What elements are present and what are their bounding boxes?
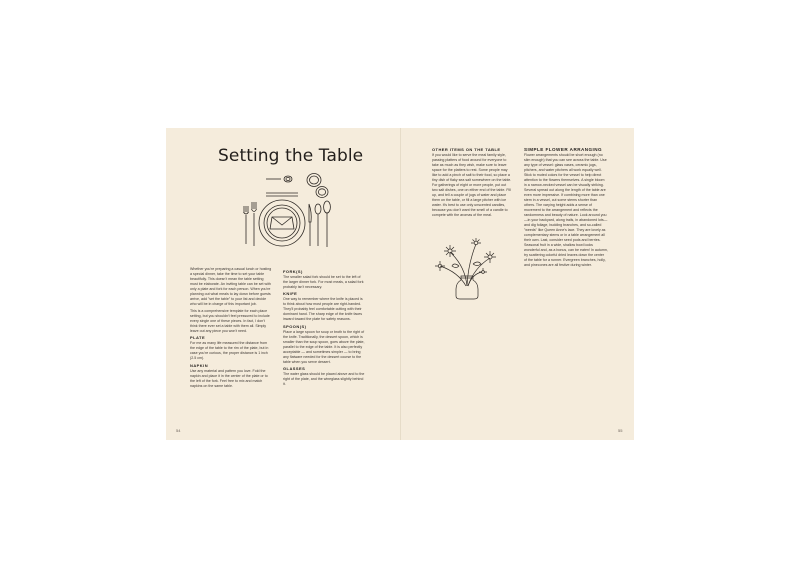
- page-number: 54: [176, 428, 181, 433]
- paragraph: This is a comprehensive template for each place setting, but you shouldn't feel pressured to include every single one of these pieces. In fact, I don't think there ever set a table with them all. Simply leave out any piece you won't need.: [190, 308, 270, 333]
- page-number: 55: [618, 428, 623, 433]
- heading-flower-arranging: SIMPLE FLOWER ARRANGING: [524, 146, 603, 152]
- right-column-2: [524, 145, 608, 269]
- heading-forks: FORK(S): [283, 268, 303, 274]
- paragraph: One way to remember where the knife is placed is to think about how most people are right-handed. They'll probably feel comfortable cutting with their dominant hand. The sharp edge of the knife faces inward toward the plate for safety reasons.: [283, 297, 363, 322]
- paragraph: For me as many life measured the distance from the edge of the table to the rim of the plate, but in case you're curious, the proper distance is 1 inch (2.5 cm).: [190, 341, 269, 361]
- paragraph: The smaller salad fork should be set to the left of the larger dinner fork. For most meals, a salad fork probably isn't necessary.: [283, 274, 364, 289]
- page-title: Setting the Table: [218, 146, 364, 166]
- paragraph: If you would like to serve the meal family style, passing platters of food around for everyone to take as much as they wish, make sure to leave space for the platters to rest. Some people may like to add a pinch of salt to their food, so place a tiny dish of flaky sea salt somewhere on the table. For gatherings of eight or more people, put out two salt dishes, one on either end of the table. Fill up, and tell a couple of jugs of water and place them on the table, or fill a large pitcher with ice water. It's best to use only unscented candles, because you don't want the smell of a candle to compete with the aromas of the meal.: [432, 152, 512, 217]
- right-page: [400, 128, 634, 440]
- heading-knife: KNIFE: [283, 291, 298, 297]
- heading-napkin: NAPKIN: [190, 362, 209, 368]
- book-spread: [166, 128, 634, 440]
- right-column-1: [432, 145, 512, 219]
- paragraph: Place a large spoon for soup or broth to the right of the knife. Traditionally, the dessert spoon, which is smaller than the soup spoon, goes above the plate, parallel to the edge of the table. It is also perfectly acceptable — and sometimes simpler — to bring any flatware needed for the dessert course to the table when you serve dessert.: [283, 329, 365, 364]
- paragraph: Whether you're preparing a casual lunch or hosting a special dinner, take the time to set your table beautifully. This doesn't mean the table setting must be elaborate. An inviting table can be set with only a plate and fork for each person. When you're planning out what meals to lay down before guests arrive, add "set the table" to your list and decide who will be in charge of this important job.: [190, 267, 272, 306]
- heading-plate: PLATE: [190, 335, 206, 341]
- table-setting-illustration: [232, 172, 342, 256]
- paragraph: Use any material and pattern you love. Fold the napkin and place it in the center of the plate or to the left of the fork. Feel free to mix and match napkins on the same table.: [190, 368, 268, 388]
- left-page: [166, 128, 400, 440]
- left-column-2: [283, 267, 365, 389]
- left-column-1: [190, 267, 272, 390]
- heading-other-items: OTHER ITEMS ON THE TABLE: [432, 146, 501, 152]
- heading-glasses: GLASSES: [283, 366, 306, 372]
- heading-spoons: SPOON(S): [283, 323, 307, 329]
- paragraph: Flower arrangements should be short enough (no slim enough) that you can see across the table. Use any type of vessel: glass vases, ceramic jugs, pitchers, and water pitchers all work equally well. Stick to muted colors for the vessel to help direct attention to the flowers themselves. A single bloom in a narrow-necked vessel can be visually striking. Several spread out along the length of the table are even more impressive. If combining more than one stem in a vessel, cut some stems shorter than others. The varying height adds a sense of movement to the arrangement and reflects the randomness and beauty of nature. Look around you—in your backyard, along trails, in abandoned lots—and dig foliage, budding branches, and so-called "weeds" like Queen Anne's lace. They are lovely as complementary stems or in a table arrangement all their own. Last, consider seed pods and berries. Seasonal fruit in a wide, shallow bowl looks wonderful and, as a bonus, can be eaten! In autumn, try scattering colorful dried leaves down the center of the table for a runner. Evergreen branches, holly, and pinecones are all festive during winter.: [524, 152, 608, 267]
- paragraph: The water glass should be placed above and to the right of the plate, and the wineglass slightly behind it.: [283, 372, 365, 387]
- flower-vase-illustration: [432, 236, 500, 300]
